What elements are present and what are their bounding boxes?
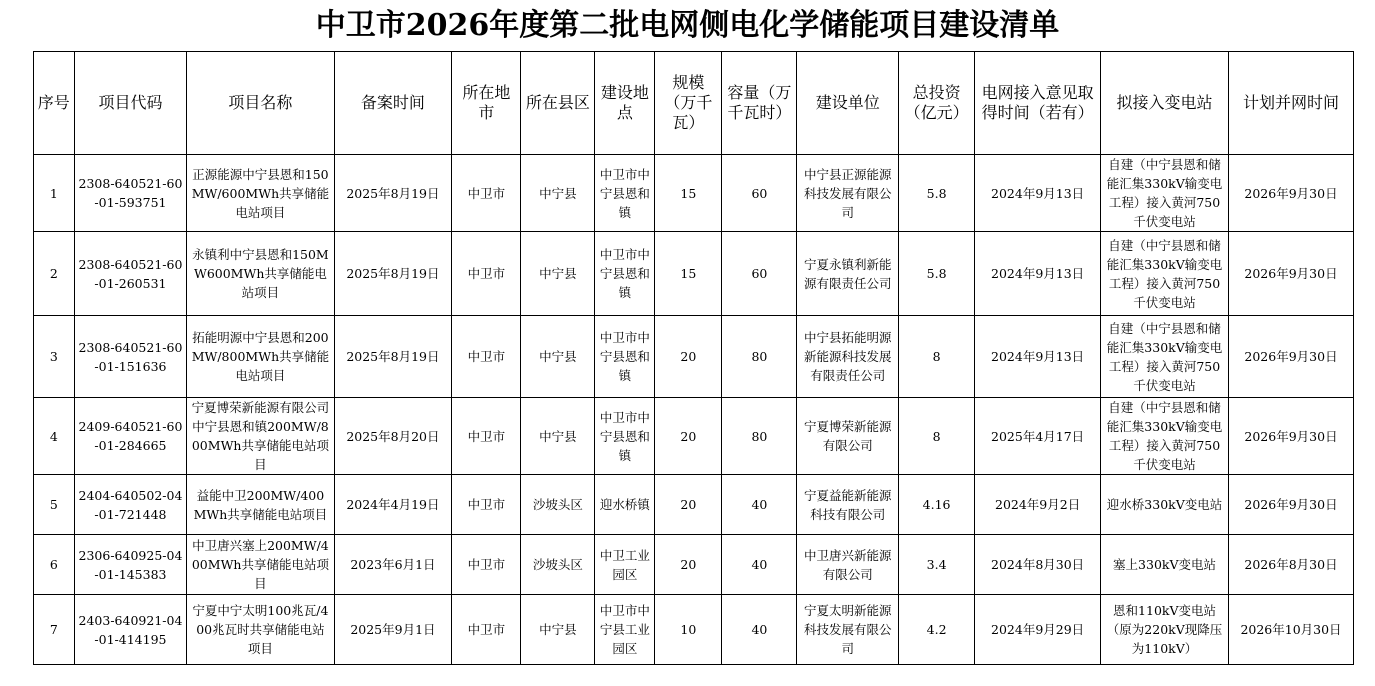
header-grid-connection-date: 计划并网时间 <box>1229 52 1354 155</box>
cell-project-name: 益能中卫200MW/400MWh共享储能电站项目 <box>187 475 334 535</box>
cell-investment: 4.16 <box>899 475 975 535</box>
cell-developer: 宁夏益能新能源科技有限公司 <box>797 475 899 535</box>
cell-investment: 8 <box>899 316 975 398</box>
cell-investment: 4.2 <box>899 595 975 665</box>
project-table <box>33 51 1354 665</box>
cell-scale: 15 <box>655 232 722 316</box>
cell-county: 沙坡头区 <box>521 535 595 595</box>
cell-city: 中卫市 <box>452 535 521 595</box>
cell-index: 6 <box>34 535 75 595</box>
cell-filing-date: 2025年8月20日 <box>334 398 452 475</box>
header-grid-opinion-date: 电网接入意见取得时间（若有） <box>975 52 1101 155</box>
table-row <box>34 398 1354 475</box>
cell-city: 中卫市 <box>452 595 521 665</box>
cell-substation: 塞上330kV变电站 <box>1101 535 1229 595</box>
header-city: 所在地市 <box>452 52 521 155</box>
table-header-row <box>34 52 1354 155</box>
cell-project-code: 2308-640521-60-01-260531 <box>74 232 187 316</box>
cell-developer: 中卫唐兴新能源有限公司 <box>797 535 899 595</box>
cell-county: 中宁县 <box>521 232 595 316</box>
header-filing-date: 备案时间 <box>334 52 452 155</box>
table-row <box>34 535 1354 595</box>
cell-capacity: 40 <box>722 535 797 595</box>
cell-project-name: 中卫唐兴塞上200MW/400MWh共享储能电站项目 <box>187 535 334 595</box>
table-row <box>34 155 1354 232</box>
cell-location: 中卫市中宁县恩和镇 <box>595 398 655 475</box>
cell-capacity: 80 <box>722 316 797 398</box>
cell-investment: 3.4 <box>899 535 975 595</box>
cell-grid-opinion-date: 2024年9月13日 <box>975 232 1101 316</box>
cell-county: 中宁县 <box>521 155 595 232</box>
cell-investment: 5.8 <box>899 232 975 316</box>
cell-substation: 恩和110kV变电站（原为220kV现降压为110kV） <box>1101 595 1229 665</box>
table-row <box>34 595 1354 665</box>
cell-scale: 15 <box>655 155 722 232</box>
cell-county: 中宁县 <box>521 398 595 475</box>
cell-location: 中卫市中宁县恩和镇 <box>595 155 655 232</box>
cell-filing-date: 2025年8月19日 <box>334 316 452 398</box>
header-substation: 拟接入变电站 <box>1101 52 1229 155</box>
cell-project-name: 拓能明源中宁县恩和200MW/800MWh共享储能电站项目 <box>187 316 334 398</box>
cell-project-code: 2306-640925-04-01-145383 <box>74 535 187 595</box>
cell-capacity: 60 <box>722 232 797 316</box>
cell-project-code: 2308-640521-60-01-593751 <box>74 155 187 232</box>
table-row <box>34 316 1354 398</box>
cell-project-code: 2404-640502-04-01-721448 <box>74 475 187 535</box>
cell-city: 中卫市 <box>452 398 521 475</box>
cell-capacity: 40 <box>722 595 797 665</box>
cell-capacity: 80 <box>722 398 797 475</box>
cell-grid-opinion-date: 2024年9月13日 <box>975 155 1101 232</box>
header-investment: 总投资（亿元） <box>899 52 975 155</box>
cell-project-name: 宁夏中宁太明100兆瓦/400兆瓦时共享储能电站项目 <box>187 595 334 665</box>
header-developer: 建设单位 <box>797 52 899 155</box>
cell-city: 中卫市 <box>452 232 521 316</box>
cell-grid-connection-date: 2026年8月30日 <box>1229 535 1354 595</box>
cell-index: 2 <box>34 232 75 316</box>
cell-project-code: 2308-640521-60-01-151636 <box>74 316 187 398</box>
cell-grid-connection-date: 2026年9月30日 <box>1229 316 1354 398</box>
cell-county: 中宁县 <box>521 316 595 398</box>
cell-location: 中卫市中宁县恩和镇 <box>595 232 655 316</box>
cell-location: 中卫市中宁县恩和镇 <box>595 316 655 398</box>
header-location: 建设地点 <box>595 52 655 155</box>
cell-scale: 20 <box>655 316 722 398</box>
cell-city: 中卫市 <box>452 475 521 535</box>
cell-capacity: 60 <box>722 155 797 232</box>
cell-scale: 20 <box>655 475 722 535</box>
cell-filing-date: 2023年6月1日 <box>334 535 452 595</box>
header-project-name: 项目名称 <box>187 52 334 155</box>
header-scale: 规模（万千瓦） <box>655 52 722 155</box>
cell-investment: 8 <box>899 398 975 475</box>
cell-developer: 宁夏博荣新能源有限公司 <box>797 398 899 475</box>
cell-county: 沙坡头区 <box>521 475 595 535</box>
cell-city: 中卫市 <box>452 316 521 398</box>
cell-filing-date: 2024年4月19日 <box>334 475 452 535</box>
cell-scale: 20 <box>655 535 722 595</box>
cell-grid-opinion-date: 2024年9月29日 <box>975 595 1101 665</box>
cell-substation: 自建（中宁县恩和储能汇集330kV输变电工程）接入黄河750千伏变电站 <box>1101 398 1229 475</box>
header-county: 所在县区 <box>521 52 595 155</box>
cell-grid-connection-date: 2026年10月30日 <box>1229 595 1354 665</box>
cell-developer: 宁夏太明新能源科技发展有限公司 <box>797 595 899 665</box>
table-row <box>34 475 1354 535</box>
cell-grid-opinion-date: 2024年8月30日 <box>975 535 1101 595</box>
page-title: 中卫市2026年度第二批电网侧电化学储能项目建设清单 <box>315 8 1060 43</box>
cell-index: 3 <box>34 316 75 398</box>
cell-location: 中卫市中宁县工业园区 <box>595 595 655 665</box>
cell-scale: 10 <box>655 595 722 665</box>
cell-substation: 自建（中宁县恩和储能汇集330kV输变电工程）接入黄河750千伏变电站 <box>1101 232 1229 316</box>
cell-project-name: 宁夏博荣新能源有限公司中宁县恩和镇200MW/800MWh共享储能电站项目 <box>187 398 334 475</box>
cell-filing-date: 2025年8月19日 <box>334 155 452 232</box>
cell-substation: 自建（中宁县恩和储能汇集330kV输变电工程）接入黄河750千伏变电站 <box>1101 155 1229 232</box>
cell-grid-connection-date: 2026年9月30日 <box>1229 398 1354 475</box>
cell-filing-date: 2025年8月19日 <box>334 232 452 316</box>
cell-scale: 20 <box>655 398 722 475</box>
cell-location: 中卫工业园区 <box>595 535 655 595</box>
cell-project-code: 2403-640921-04-01-414195 <box>74 595 187 665</box>
header-project-code: 项目代码 <box>74 52 187 155</box>
cell-county: 中宁县 <box>521 595 595 665</box>
cell-grid-connection-date: 2026年9月30日 <box>1229 232 1354 316</box>
cell-project-code: 2409-640521-60-01-284665 <box>74 398 187 475</box>
cell-grid-opinion-date: 2025年4月17日 <box>975 398 1101 475</box>
cell-project-name: 永镇利中宁县恩和150MW600MWh共享储能电站项目 <box>187 232 334 316</box>
cell-index: 4 <box>34 398 75 475</box>
cell-substation: 迎水桥330kV变电站 <box>1101 475 1229 535</box>
cell-grid-opinion-date: 2024年9月13日 <box>975 316 1101 398</box>
cell-grid-opinion-date: 2024年9月2日 <box>975 475 1101 535</box>
cell-substation: 自建（中宁县恩和储能汇集330kV输变电工程）接入黄河750千伏变电站 <box>1101 316 1229 398</box>
cell-developer: 中宁县正源能源科技发展有限公司 <box>797 155 899 232</box>
cell-filing-date: 2025年9月1日 <box>334 595 452 665</box>
cell-developer: 中宁县拓能明源新能源科技发展有限责任公司 <box>797 316 899 398</box>
cell-grid-connection-date: 2026年9月30日 <box>1229 475 1354 535</box>
cell-index: 7 <box>34 595 75 665</box>
header-capacity: 容量（万千瓦时） <box>722 52 797 155</box>
header-index: 序号 <box>34 52 75 155</box>
cell-index: 1 <box>34 155 75 232</box>
cell-city: 中卫市 <box>452 155 521 232</box>
cell-index: 5 <box>34 475 75 535</box>
cell-capacity: 40 <box>722 475 797 535</box>
cell-investment: 5.8 <box>899 155 975 232</box>
cell-grid-connection-date: 2026年9月30日 <box>1229 155 1354 232</box>
cell-location: 迎水桥镇 <box>595 475 655 535</box>
cell-developer: 宁夏永镇利新能源有限责任公司 <box>797 232 899 316</box>
table-row <box>34 232 1354 316</box>
cell-project-name: 正源能源中宁县恩和150MW/600MWh共享储能电站项目 <box>187 155 334 232</box>
